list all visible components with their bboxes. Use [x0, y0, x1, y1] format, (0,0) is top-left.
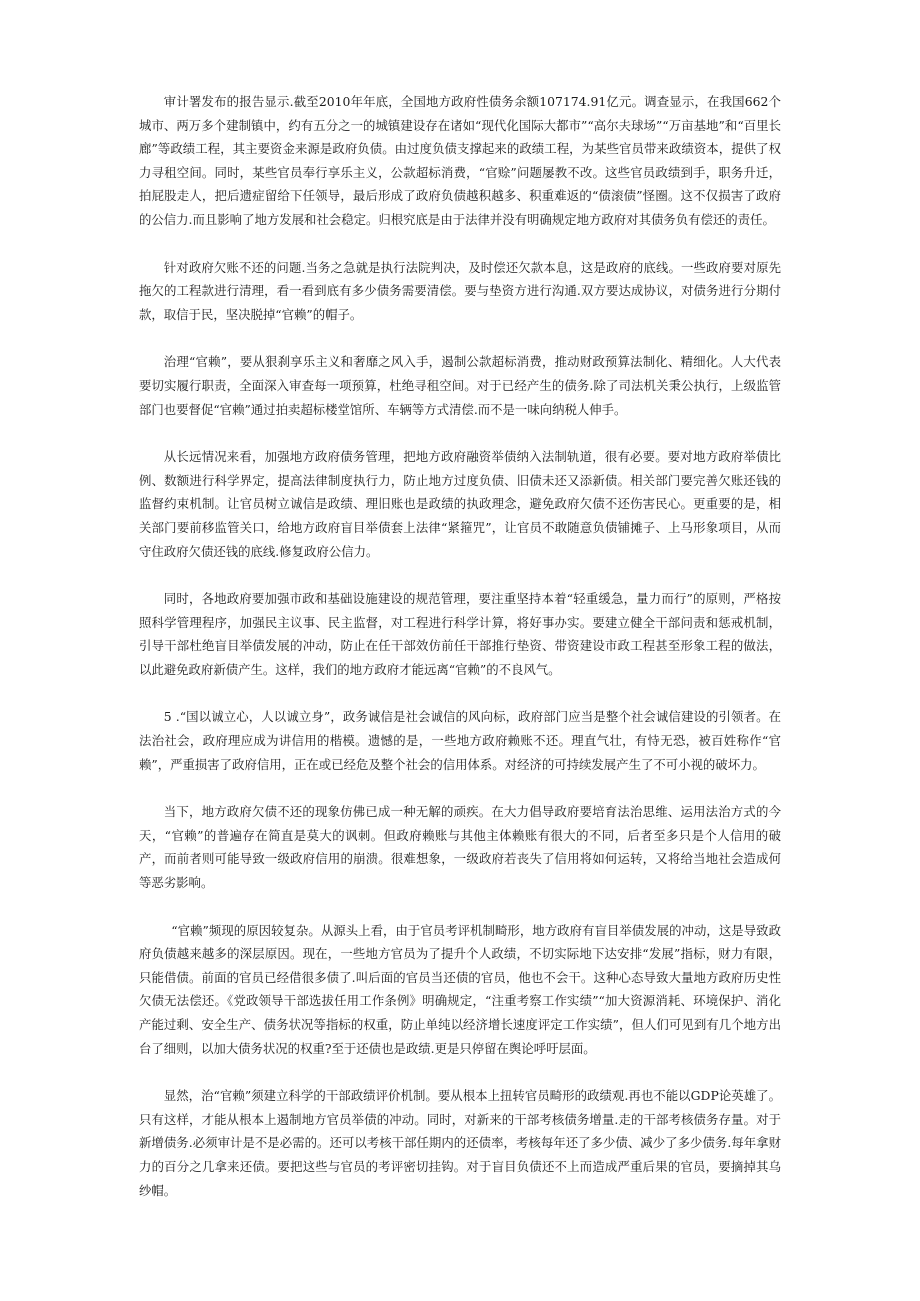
paragraph-6: 5 .“国以诚立心，人以诚立身”，政务诚信是社会诚信的风向标，政府部门应当是整个社会诚信建设的引领者。在法治社会，政府理应成为讲信用的楷模。遗憾的是，一些地方政府赖账不还。理直气壮，有恃无恐，被百姓称作“官赖”，严重损害了政府信用，正在或已经危及整个社会的信用体系。对经济的可持续发展产生了不可小视的破坏力。 — [139, 709, 781, 772]
paragraph-1: 审计署发布的报告显示.截至2010年年底，全国地方政府性债务余额107174.91亿元。调查显示，在我国662个城市、两万多个建制镇中，约有五分之一的城镇建设存在诸如“现代化国际大都市”“高尔夫球场”“万亩基地”和“百里长廊”等政绩工程，其主要资金来源是政府负债。由过度负债支撑起来的政绩工程，为某些官员带来政绩资本，提供了权力寻租空间。同时，某些官员奉行享乐主义，公款超标消费，“官赊”问题屡教不改。这些官员政绩到手，职务升迁，拍屁股走人，把后遗症留给下任领导，最后形成了政府负债越积越多、积重难返的“债滚债”怪圈。这不仅损害了政府的公信力.而且影响了地方发展和社会稳定。归根究底是由于法律并没有明确规定地方政府对其债务负有偿还的责任。 — [139, 94, 781, 227]
paragraph-3: 治理“官赖”，要从狠刹享乐主义和奢靡之风入手，遏制公款超标消费，推动财政预算法制化、精细化。人大代表要切实履行职责，全面深入审查每一项预算，杜绝寻租空间。对于已经产生的债务.除了司法机关秉公执行，上级监管部门也要督促“官赖”通过拍卖超标楼堂馆所、车辆等方式清偿.而不是一味向纳税人伸手。 — [139, 354, 781, 417]
paragraph-4: 从长远情况来看，加强地方政府债务管理，把地方政府融资举债纳入法制轨道，很有必要。要对地方政府举债比例、数额进行科学界定，提高法律制度执行力，防止地方过度负债、旧债未还又添新债。相关部门要完善欠账还钱的监督约束机制。让官员树立诚信是政绩、理旧账也是政绩的执政理念，避免政府欠债不还伤害民心。更重要的是，相关部门要前移监管关口，给地方政府盲目举债套上法律“紧箍咒”，让官员不敢随意负债铺摊子、上马形象项目，从而守住政府欠债还钱的底线.修复政府公信力。 — [139, 449, 781, 559]
paragraph-2: 针对政府欠账不还的问题.当务之急就是执行法院判决，及时偿还欠款本息，这是政府的底线。一些政府要对原先拖欠的工程款进行清理，看一看到底有多少债务需要清偿。要与垫资方进行沟通.双方要达成协议，对债务进行分期付款，取信于民，坚决脱掉“官赖”的帽子。 — [139, 259, 781, 322]
paragraph-5: 同时，各地政府要加强市政和基础设施建设的规范管理，要注重坚持本着“轻重缓急，量力而行”的原则，严格按照科学管理程序，加强民主议事、民主监督，对工程进行科学计算，将好事办实。要建立健全干部问责和惩戒机制，引导干部杜绝盲目举债发展的冲动，防止在任干部效仿前任干部推行垫资、带资建设市政工程甚至形象工程的做法，以此避免政府新债产生。这样，我们的地方政府才能远离“官赖”的不良风气。 — [139, 591, 781, 677]
paragraph-9: 显然，治“官赖”须建立科学的干部政绩评价机制。要从根本上扭转官员畸形的政绩观.再也不能以GDP论英雄了。只有这样，才能从根本上遏制地方官员举债的冲动。同时，对新来的干部考核债务增量.走的干部考核债务存量。对于新增债务.必须审计是不是必需的。还可以考核干部任期内的还债率，考核每年还了多少债、减少了多少债务.每年拿财力的百分之几拿来还债。要把这些与官员的考评密切挂钩。对于盲目负债还不上而造成严重后果的官员，要摘掉其乌纱帽。 — [139, 1088, 781, 1198]
paragraph-8: “官赖”频现的原因较复杂。从源头上看，由于官员考评机制畸形，地方政府有盲目举债发展的冲动，这是导致政府负债越来越多的深层原因。现在，一些地方官员为了提升个人政绩，不切实际地下达安排“发展”指标，财力有限，只能借债。前面的官员已经借很多债了.叫后面的官员当还债的官员，他也不会干。这种心态导致大量地方政府历史性欠债无法偿还。《党政领导干部选拔任用工作条例》明确规定，“注重考察工作实绩”“加大资源消耗、环境保护、消化产能过剩、安全生产、债务状况等指标的权重，防止单纯以经济增长速度评定工作实绩”，但人们可见到有几个地方出台了细则，以加大债务状况的权重?至于还债也是政绩.更是只停留在舆论呼吁层面。 — [139, 922, 781, 1056]
paragraph-7: 当下，地方政府欠债不还的现象仿佛已成一种无解的顽疾。在大力倡导政府要培育法治思维、运用法治方式的今天，“官赖”的普遍存在简直是莫大的讽刺。但政府赖账与其他主体赖账有很大的不同，后者至多只是个人信用的破产，而前者则可能导致一级政府信用的崩溃。很难想象，一级政府若丧失了信用将如何运转，又将给当地社会造成何等恶劣影响。 — [139, 804, 781, 891]
document-body — [139, 90, 781, 1226]
